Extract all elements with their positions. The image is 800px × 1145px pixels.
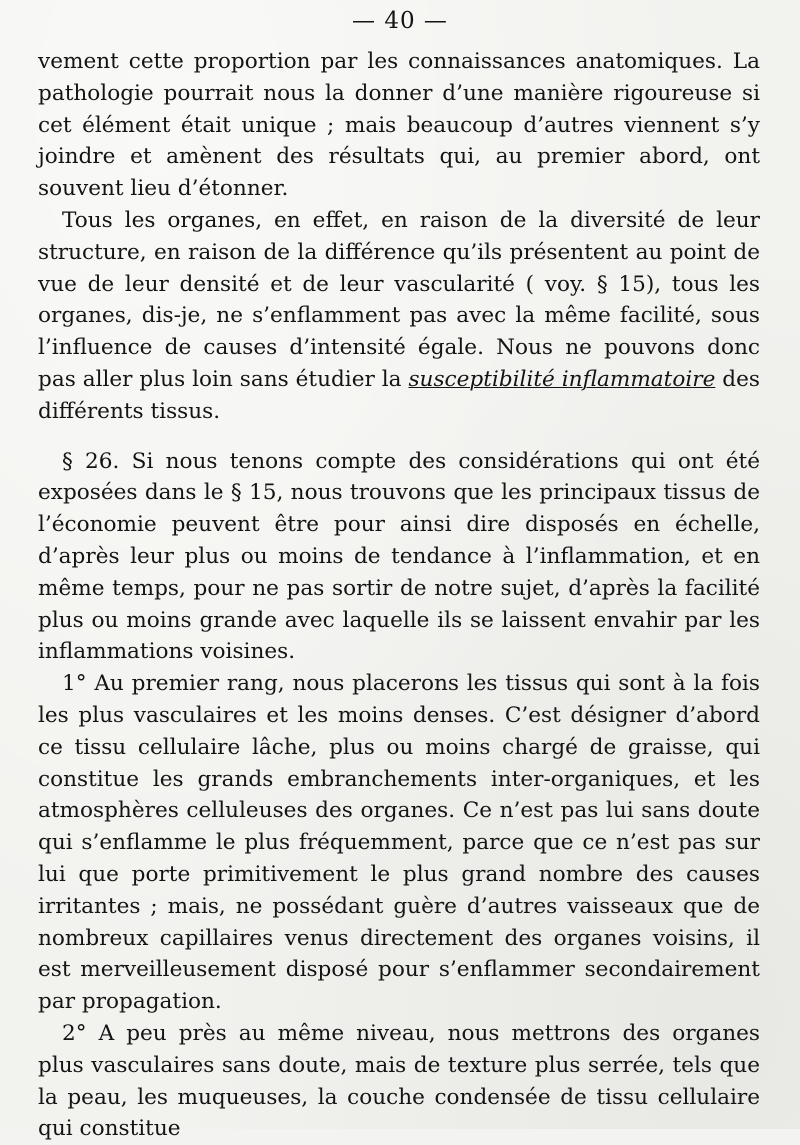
paragraph-section-26: § 26. Si nous tenons compte des considérations qui ont été exposées dans le § 15, nous trouvons que les principaux tissus de l’économie peuvent être pour ainsi dire disposés en échelle, d’après leur plus ou moins de tendance à l’inflammation, et en même temps, pour ne pas sortir de notre sujet, d’après la facilité plus ou moins grande avec laquelle ils se laissent envahir par les inflammations voisines. <box>38 448 760 665</box>
paragraph-second-rang: 2° A peu près au même niveau, nous mettrons des organes plus vasculaires sans doute, mais de texture plus serrée, tels que la peau, les muqueuses, la couche condensée de tissu cellulaire qui constitue <box>38 1020 760 1142</box>
paragraph-organes <box>38 205 760 428</box>
paragraph-continuation: vement cette proportion par les connaissances anatomiques. La pathologie pourrait nous la donner d’une manière rigoureuse si cet élément était unique ; mais beaucoup d’autres viennent s’y joindre et amènent des résultats qui, au premier abord, ont souvent lieu d’étonner. <box>38 49 760 202</box>
paragraph-organes-text-1: Tous les organes, en effet, en raison de la diversité de leur structure, en raison de la différence qu’ils présentent au point de vue de leur densité et de leur vascularité ( voy. § 15), tous les organes, dis-je, ne s’enflamment pas avec la même facilité, sous l’influence de causes d’intensité égale. Nous ne pouvons donc pas aller plus loin sans étudier la <box>38 207 760 392</box>
page-number: — 40 — <box>352 8 448 34</box>
emphasized-term: susceptibilité inflammatoire <box>408 366 716 392</box>
body-text <box>38 46 760 1145</box>
paragraph-organes-text-2: des différents tissus. <box>38 366 760 424</box>
paragraph-premier-rang: 1° Au premier rang, nous placerons les tissus qui sont à la fois les plus vasculaires et les moins denses. C’est désigner d’abord ce tissu cellulaire lâche, plus ou moins chargé de graisse, qui constitue les grands embranchements inter-organiques, et les atmosphères celluleuses des organes. Ce n’est pas lui sans doute qui s’enflamme le plus fréquemment, parce que ce n’est pas sur lui que porte primitivement le plus grand nombre des causes irritantes ; mais, ne possédant guère d’autres vaisseaux que de nombreux capillaires venus directement des organes voisins, il est merveilleusement disposé pour s’enflammer secondairement par propagation. <box>38 671 760 1015</box>
